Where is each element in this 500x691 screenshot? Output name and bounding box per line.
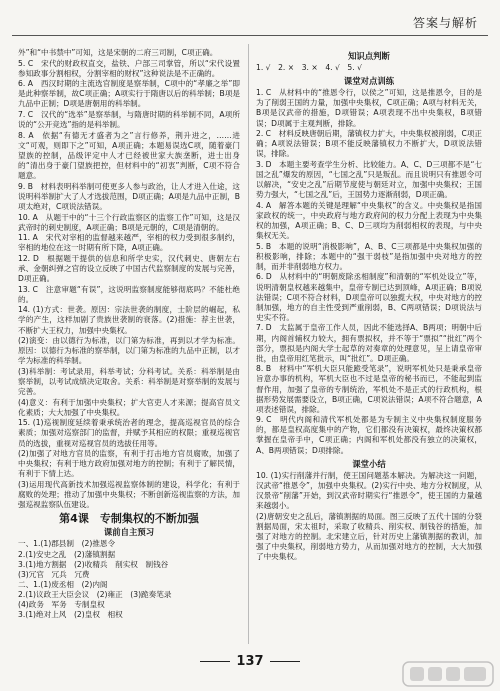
section-heading-summary: 课堂小结 bbox=[352, 458, 386, 469]
answer-paragraph: (2)加强了对地方官员的监察，有利于打击地方官员腐败，加强了中央集权；有利于地方政府加强对地方的控制；有利于了解民情，有利于下情上达。 bbox=[18, 449, 240, 479]
section-heading-preview: 课前自主预习 bbox=[103, 527, 155, 538]
answer-paragraph: (2)演变：由以德行为标准，以门第为标准，再到以才学为标准。原因：以德行为标准的察举制，以门第为标准的九品中正制，以才学为标准的科举制。 bbox=[18, 336, 240, 366]
answer-paragraph: 4. A 解答本题的关键是理解“中央集权”的含义。中央集权是指国家政权的统一，中央政府与地方政府间的权力分配上表现为中央集权的加强，A项正确；B、C、D三项均为削弱相权的表现，与中央集权无关。 bbox=[256, 200, 482, 241]
answer-paragraph: 14. (1)方式：世袭。原因：宗法世袭的制度，士阶层的崛起，私学的产生，这样加剧了贵族世袭制的衰落。(2)措施：荐主世袭，不断扩大王权力，加强中央集权。 bbox=[18, 305, 240, 335]
footer-dash-left bbox=[200, 661, 230, 662]
preview-line: 2.(1)安史之乱 (2)藩镇割据 bbox=[18, 549, 116, 559]
header-rule bbox=[12, 35, 488, 36]
preview-line: 2.(1)议政王大臣会议 (2)雍正 (3)跪奏笔录 bbox=[18, 589, 172, 599]
watermark-logo bbox=[402, 661, 494, 687]
page-number: 137 bbox=[236, 654, 264, 669]
answer-paragraph: 10. A 从题干中的“十三个行政监察区的监察工作”可知，这是汉武帝时的刺史制度，A项正确；B项是元朝的，C项是清朝的。 bbox=[18, 212, 240, 232]
answer-paragraph: 3. D 本题主要考查学生分析、比较能力。A、C、D三项都不是“七国之乱”爆发的原因，“七国之乱”只是叛乱。而且说明只有推恩令可以解决，“安史之乱”后期节度使与朝廷对立，加强中央集权；王国势力强大，“七国之乱”后，王国势力逐渐削弱，D项正确。 bbox=[256, 159, 482, 200]
answer-paragraph: (4)意义：有利于加强中央集权；扩大官吏人才来源；提高官员文化素质；大大加强了中央集权。 bbox=[18, 397, 240, 417]
answer-paragraph: 8. A 依据“有德无才盛者为之”言行修养，荆升进之，……进文“可观，则即下之”可知，A项正确；本题易误选C项，随着豪门望族的控制，品级评定中人才已经被世家大族垄断，进士出身的“清出身于豪门望族把控，但材料中的“初衷”判断，C项不符合题意。 bbox=[18, 130, 240, 181]
answer-paragraph: 7. C 汉代的“选举”是察举制，与隋唐时期的科举制不同，A项所说的“公开竞选”指的是科举制。 bbox=[18, 110, 240, 130]
preview-line: 二、1.(1)废丞相 (2)内阁 bbox=[18, 579, 108, 589]
preview-line: 3.(1)地方割据 (2)收精兵 削实权 制钱谷 bbox=[18, 559, 169, 569]
summary-paragraph: 10. (1)实行削藩并行制，使王国问题基本解决。为解决这一问题，汉武帝“推恩令”，加强中央集权。(2)实行中央、地方分权制度，从汉景帝“削藩”开始，到汉武帝时期实行“推恩令”，使王国的力量越来越弱小。 bbox=[256, 470, 482, 511]
preview-line: (3)冗官 冗兵 冗费 bbox=[18, 569, 90, 579]
answer-paragraph: (3)运用现代高新技术加强巡视监察体制的建设，科学化；有利于腐败的处理；推动了加强中央集权；不断创新巡视监察的方法，加强巡视监察队伍建设。 bbox=[18, 479, 240, 510]
answer-paragraph: 7. D 太监属于皇帝工作人员，因此不能选择A、B两项；明朝中后期，内阁首辅权力较大，拥有票拟权，并不等于“票拟”“批红”两个部分，票拟是内阁大学士起草的对奏章的处理意见，呈上请皇帝审批，由皇帝用红笔批示，叫“批红”。D项正确。 bbox=[256, 323, 482, 363]
answer-paragraph: 5. B 本题的说明“消极影响”，A、B、C三项都是中央集权加强的积极影响，排除；本题中的“强干弱枝”是指加强中央对地方的控制，而并非削弱地方权力。 bbox=[256, 241, 482, 271]
right-column bbox=[256, 48, 482, 563]
answer-paragraph: (3)科举制：考试录用，科举考试；分科考试。关系：科举制是由察举制，以考试成绩决定取舍。关系：科举制是对察举制的发展与完善。 bbox=[18, 366, 240, 397]
answer-paragraph: 5. C 宋代的财政权直交，盐铁、户部三司掌管，所以“宋代设置参知政事分割相权，分割宰相的财权”这种说法是不正确的。 bbox=[18, 58, 240, 78]
preview-line: (4)政务 军务 专制皇权 bbox=[18, 599, 105, 609]
preview-line: 一、1.(1)郡县制 (2)推恩令 bbox=[18, 539, 116, 549]
answer-paragraph: 11. A 宋代对宰相的监督越来越严，宰相的权力受到很多制约，宰相的地位在这一时期有所下降，A项正确。 bbox=[18, 233, 240, 253]
answer-paragraph: 1. C 从材料中的“推恩令行，以侯之”可知，这是推恩令，目的是为了削弱王国的力量，加强中央集权，C项正确；A项与材料无关，B项是汉武帝的措施，D项错误；A项表现不出中央集权，B项错误；D项属于主观判断，排除。 bbox=[256, 88, 482, 128]
answer-paragraph: 2. C 材料反映唐朝后期，藩镇权力扩大，中央集权被削弱，C项正确；A项说法错误；B项不能反映藩镇权力不断扩大，D项说法错误，排除。 bbox=[256, 129, 482, 159]
page-header bbox=[0, 0, 500, 44]
summary-paragraph: (2)唐朝安史之乱后，藩镇割据的局面。图三反映了五代十国的分裂割据局面，宋太祖时，采取了收精兵、削实权、制钱谷的措施，加强了对地方的控制。北宋建立后，针对历史上藩镇割据的教训，加强了中央集权，削弱地方势力，从而加强对地方的控制，大大加强了中央集权。 bbox=[256, 511, 482, 561]
answer-paragraph: 15. (1)巡视制度延续着秉承统治者的理念，提高巡视官员的综合素质；加强对巡察部门的监督，并赋予其相应的权限；重视巡视官员的选拔，重视对巡视官员的选拔任用等。 bbox=[18, 418, 240, 448]
column-divider bbox=[248, 44, 249, 644]
lesson-title: 第4课 专制集权的不断加强 bbox=[59, 512, 199, 526]
preview-line: 3.(1)绝对上风 (2)皇权 相权 bbox=[18, 610, 123, 620]
answer-paragraph: 8. B 材料中“军机大臣只能跪受笔录”，说明军机处只是秉承皇帝旨意办事的机构，军机大臣也不过是皇帝的秘书而已，不能起到监督作用，加强了皇帝的专制统治，军机处不是正式的行政机构，根据形势发展需要设立，B项正确，C项说法错误；A项不符合题意，A项表述错误，排除。 bbox=[256, 364, 482, 414]
section-heading-knowledge: 知识点判断 bbox=[348, 51, 390, 61]
answer-paragraph: 12. D 根据题干提供的信息和所学史实，汉代刺史、唐朝左右承、金朝纠弹之官的设立反映了中国古代监察制度的发展与完善，D项正确。 bbox=[18, 253, 240, 284]
header-title: 答案与解析 bbox=[412, 16, 478, 30]
answer-paragraph: 外”和“中书禁中”可知，这是宋朝的二府三司制，C项正确。 bbox=[18, 48, 218, 57]
footer-dash-right bbox=[270, 661, 300, 662]
section-heading-class: 课堂对点训练 bbox=[343, 76, 395, 87]
answer-paragraph: 9. B 材料表明科举制可使更多人参与政治，让人才进入仕途，这说明科举制扩大了人才选拔范围，D项正确；A项是九品中正制，B项太绝对，C项说法错误。 bbox=[18, 181, 240, 211]
answer-paragraph: 6. D 从材料中的“明朝废除丞相制度”和清朝的“军机处设立”等，说明清朝皇权越来越集中，皇帝专制已达到顶峰，A项正确；B项说法错误；C项不符合材料，D项皇帝可以独揽大权，中央对地方的控制加强，地方的自主性受到严重削弱，B、C两项错误；D项说法与史实不符。 bbox=[256, 272, 482, 322]
answer-paragraph: 9. C 明代内阁和清代军机处都是为专制主义中央集权制度服务的，都是皇权高度集中的产物，它们都没有决策权，最终决策权都掌握在皇帝手中，C项正确；内阁和军机处都没有独立的决策权，A、B两项错误；D项排除。 bbox=[256, 415, 482, 455]
left-column bbox=[18, 48, 240, 620]
answer-paragraph: 13. C 注意审题“有误”，这说明监察制度能够彻底吗？不能杜绝的。 bbox=[18, 284, 240, 304]
judge-answers: 1. √ 2. × 3. × 4. √ 5. √ bbox=[256, 63, 362, 73]
answer-paragraph: 6. A 西汉时期的主流选官制度是察举制，C项中的“孝廉之举”即是此种察举制，故C项正确；A项实行于隋唐以后的科举制；B项是九品中正制；D项是唐朝用的科举制。 bbox=[18, 79, 240, 109]
